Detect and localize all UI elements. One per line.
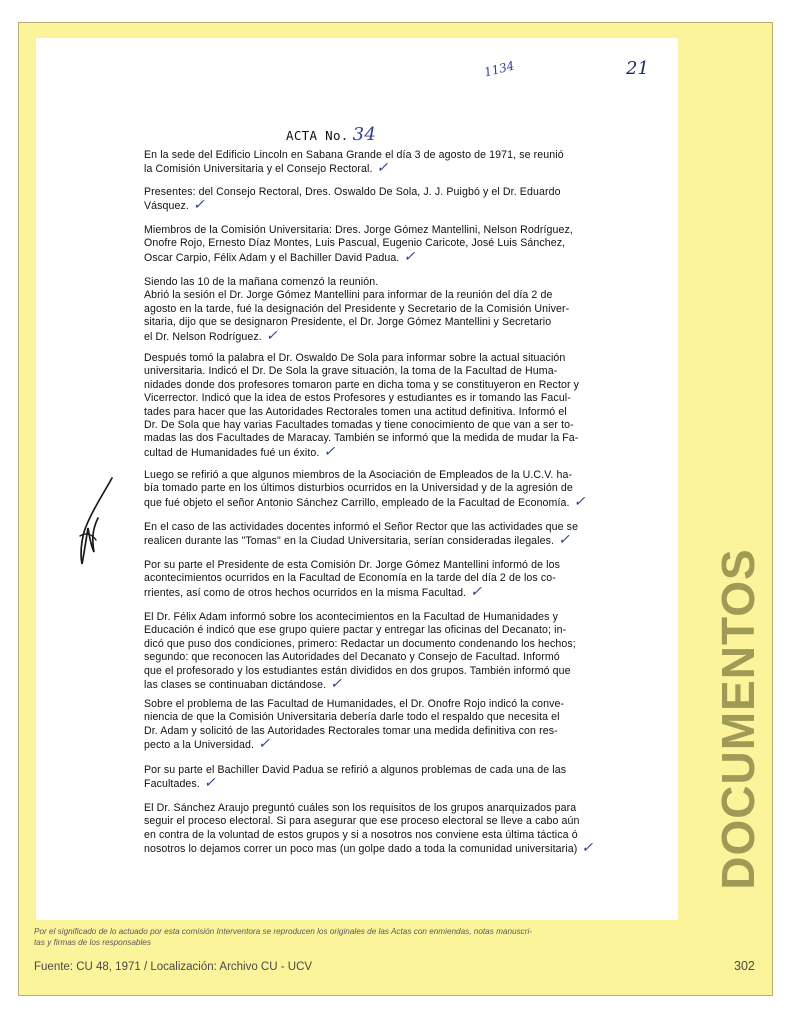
handwritten-note: 1134 (482, 58, 516, 80)
paragraph-1 (144, 149, 644, 177)
paragraph-8 (144, 559, 644, 600)
paragraph-7-text: En el caso de las actividades docentes informó el Señor Rector que las actividades que se realicen durante las "Tomas" en la Ciudad Universitaria, serían consideradas ilegales. (144, 521, 579, 548)
acta-number: 34 (352, 124, 377, 145)
page-number: 302 (734, 959, 755, 973)
paragraph-11-text: Por su parte el Bachiller David Padua se refirió a algunos problemas de cada una de las Facultades. (144, 764, 567, 791)
check-mark: ✓ (323, 443, 336, 460)
paragraph-6-text: Luego se refirió a que algunos miembros de la Asociación de Empleados de la U.C.V. ha- bía tomado parte en los últimos disturbios ocurridos en la Universidad y de la agresión de que fué objeto el señor Antonio Sánchez Carrillo, empleado de la Facultad de Economía. (144, 469, 573, 509)
paragraph-7 (144, 521, 644, 549)
check-mark: ✓ (470, 583, 483, 600)
check-mark: ✓ (558, 532, 570, 549)
signature-scribble (72, 474, 122, 570)
paragraph-8-text: Por su parte el Presidente de esta Comisión Dr. Jorge Gómez Mantellini informó de los acontecimientos ocurridos en la Facultad de Economía en la tarde del día 2 de los co- rrientes, así como de otros hechos ocurridos en la misma Facultad. (144, 559, 560, 599)
paragraph-9-text: El Dr. Félix Adam informó sobre los acontecimientos en la Facultad de Humanidades y Educación é indicó que ese grupo quiere pactar y entregar las oficinas del Decanato; in- dicó que puso dos condiciones, primero: Redactar un documento condenando los hechos; segundo: que reconocen las Autoridades del Decanato y Consejo de Facultad. Informó que el profesorado y los estudiantes están divididos en dos grupos. También informó que las clases se continuaban dictándose. (144, 611, 576, 692)
check-mark: ✓ (403, 248, 416, 265)
paragraph-5-text: Después tomó la palabra el Dr. Oswaldo De Sola para informar sobre la actual situación universitaria. Indicó el Dr. De Sola la grave situación, la toma de la Facultad de Huma- nidades donde dos profesores tomaron parte en dicha toma y se constituyeron en Rector y Vicerrector. Indicó que la idea de estos Profesores y estudiantes es ir tomando las Facul- tades para hacer que las Autoridades Rectorales tomen una actitud definitiva. Informó el Dr. De Sola que hay varias Facultades tomadas y tiene conocimiento de que van a ser to- madas las dos Facultades de Maracay. También se informó que la medida de mudar la Fa- cultad de Humanidades fué un éxito. (144, 352, 580, 459)
paragraph-10 (144, 698, 644, 753)
paragraph-12 (144, 802, 644, 857)
footnote: Por el significado de lo actuado por esta comisión Interventora se reproducen los originales de las Actas con enmiendas, notas manuscri- tas y firmas de los responsables (34, 927, 533, 947)
check-mark: ✓ (265, 327, 278, 344)
check-mark: ✓ (581, 840, 594, 857)
check-mark: ✓ (258, 736, 270, 753)
check-mark: ✓ (192, 197, 205, 214)
paragraph-10-text: Sobre el problema de las Facultad de Humanidades, el Dr. Onofre Rojo indicó la conve- niencia de que la Comisión Universitaria debería darle todo el respaldo que necesita el Dr. Adam y solicitó de las Autoridades Rectorales tomar una medida definitiva con res- pecto a la Universidad. (144, 698, 565, 752)
check-mark: ✓ (573, 493, 586, 510)
acta-title (286, 124, 376, 145)
paragraph-1-text: En la sede del Edificio Lincoln en Sabana Grande el día 3 de agosto de 1971, se reunió la Comisión Universitaria y el Consejo Rectoral. (144, 149, 564, 176)
paragraph-4-text: Siendo las 10 de la mañana comenzó la reunión. Abrió la sesión el Dr. Jorge Gómez Mantellini para informar de la reunión del día 2 de agosto en la tarde, fué la designación del Presidente y Secretario de la Comisión Univer- sitaria, dijo que se designaron Presidente, el Dr. Jorge Gómez Mantellini y Secretario el Dr. Nelson Rodríguez. (144, 276, 570, 343)
acta-title-label: ACTA No. (286, 128, 349, 143)
side-label-text: DOCUMENTOS (712, 548, 764, 890)
check-mark: ✓ (376, 160, 389, 177)
paragraph-5 (144, 352, 644, 460)
paragraph-12-text: El Dr. Sánchez Araujo preguntó cuáles son los requisitos de los grupos anarquizados para seguir el proceso electoral. Si para asegurar que ese proceso electoral se lleve a cabo aún en contra de la voluntad de estos grupos y si a nosotros nos conviene esta última táctica ó nosotros lo dejamos correr un poco mas (un golpe dado a toda la comunidad universitaria) (144, 802, 580, 856)
paragraph-4 (144, 276, 644, 344)
handwritten-page-number: 21 (626, 58, 649, 79)
scanned-document (36, 38, 678, 920)
check-mark: ✓ (203, 775, 216, 792)
source-citation: Fuente: CU 48, 1971 / Localización: Archivo CU - UCV (34, 961, 313, 973)
paragraph-6 (144, 469, 644, 510)
check-mark: ✓ (330, 676, 342, 693)
paragraph-11 (144, 764, 644, 792)
paragraph-3 (144, 224, 644, 265)
paragraph-2 (144, 186, 644, 214)
paragraph-2-text: Presentes: del Consejo Rectoral, Dres. Oswaldo De Sola, J. J. Puigbó y el Dr. Eduardo Vásquez. (144, 186, 561, 213)
paragraph-3-text: Miembros de la Comisión Universitaria: Dres. Jorge Gómez Mantellini, Nelson Rodríguez, Onofre Rojo, Ernesto Díaz Montes, Luis Pascual, Eugenio Caricote, José Luis Sánchez, Oscar Carpio, Félix Adam y el Bachiller David Padua. (144, 224, 573, 264)
paragraph-9 (144, 611, 644, 692)
